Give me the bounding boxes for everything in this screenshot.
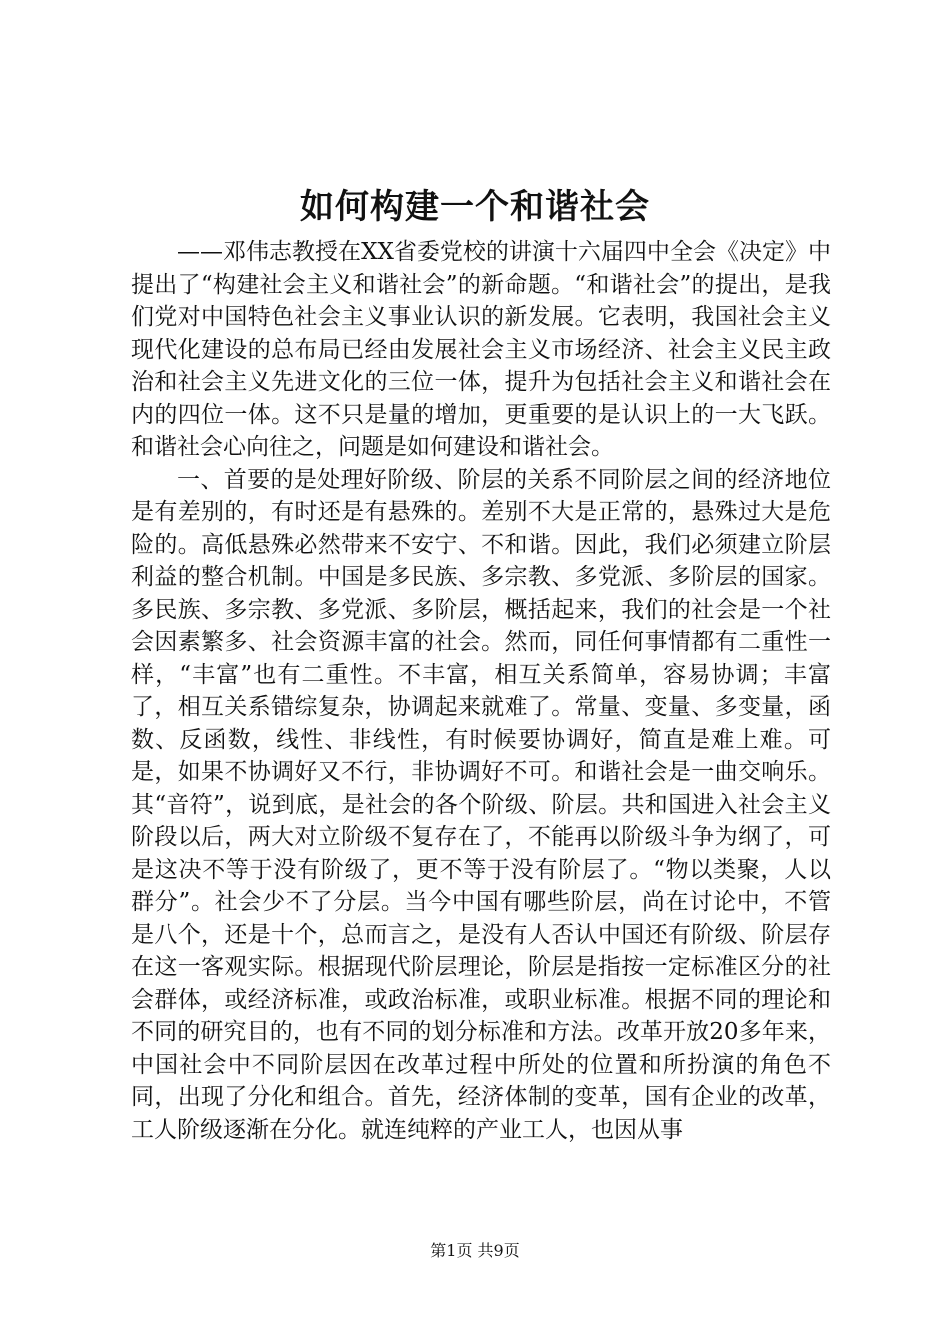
paragraph-intro: ——邓伟志教授在XX省委党校的讲演十六届四中全会《决定》中提出了“构建社会主义和谐社会”的新命题。“和谐社会”的提出，是我们党对中国特色社会主义事业认识的新发展。它表明，我国社会主义现代化建设的总布局已经由发展社会主义市场经济、社会主义民主政治和社会主义先进文化的三位一体，提升为包括社会主义和谐社会在内的四位一体。这不只是量的增加，更重要的是认识上的一大飞跃。和谐社会心向往之，问题是如何建设和谐社会。 [131, 239, 831, 460]
document-title: 如何构建一个和谐社会 [300, 187, 650, 227]
paragraph-section-one: 一、首要的是处理好阶级、阶层的关系不同阶层之间的经济地位是有差别的，有时还是有悬殊的。差别不大是正常的，悬殊过大是危险的。高低悬殊必然带来不安宁、不和谐。因此，我们必须建立阶层利益的整合机制。中国是多民族、多宗教、多党派、多阶层的国家。多民族、多宗教、多党派、多阶层，概括起来，我们的社会是一个社会因素繁多、社会资源丰富的社会。然而，同任何事情都有二重性一样，“丰富”也有二重性。不丰富，相互关系简单，容易协调；丰富了，相互关系错综复杂，协调起来就难了。常量、变量、多变量，函数、反函数，线性、非线性，有时候要协调好，简直是难上难。可是，如果不协调好又不行，非协调好不可。和谐社会是一曲交响乐。其“音符”，说到底，是社会的各个阶级、阶层。共和国进入社会主义阶段以后，两大对立阶级不复存在了，不能再以阶级斗争为纲了，可是这决不等于没有阶级了，更不等于没有阶层了。“物以类聚，人以群分”。社会少不了分层。当今中国有哪些阶层，尚在讨论中，不管是八个，还是十个，总而言之，是没有人否认中国还有阶级、阶层存在这一客观实际。根据现代阶层理论，阶层是指按一定标准区分的社会群体，或经济标准，或政治标准，或职业标准。根据不同的理论和不同的研究目的，也有不同的划分标准和方法。改革开放20多年来，中国社会中不同阶层因在改革过程中所处的位置和所扮演的角色不同，出现了分化和组合。首先，经济体制的变革，国有企业的改革，工人阶级逐渐在分化。就连纯粹的产业工人，也因从事 [131, 466, 831, 1143]
document-body [131, 236, 831, 1146]
page-footer: 第1页 共9页 [430, 1241, 520, 1260]
